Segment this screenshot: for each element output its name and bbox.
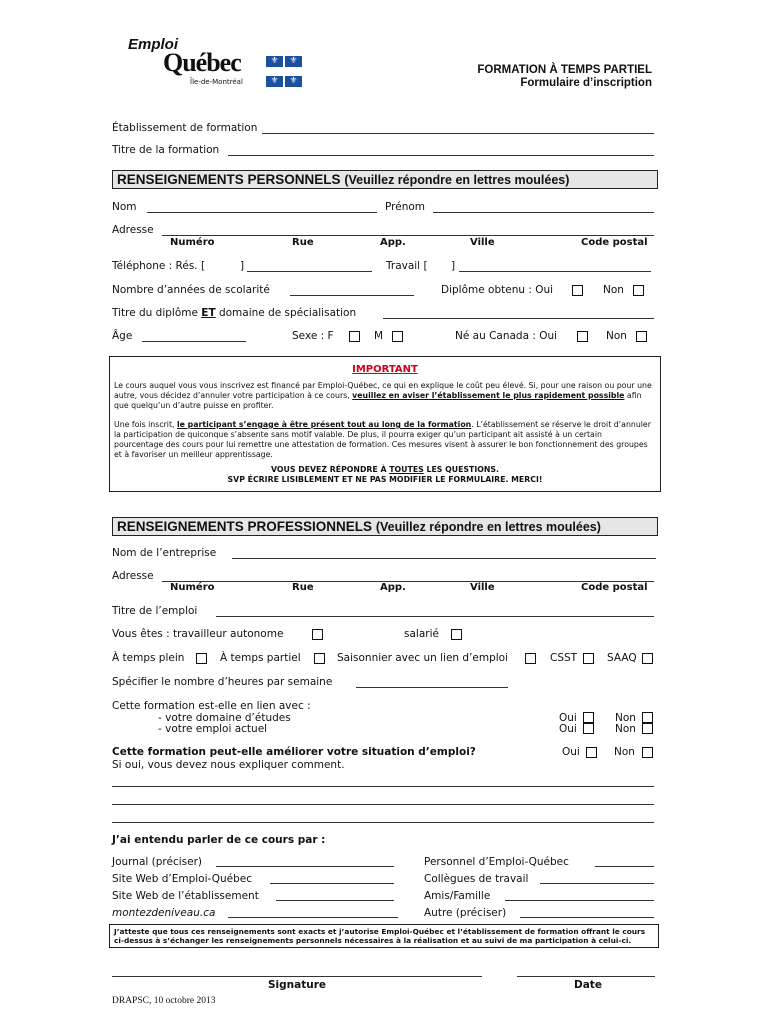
lien-emploi-non-label: Non bbox=[615, 723, 636, 735]
diplome-non-checkbox[interactable] bbox=[633, 285, 644, 296]
etablissement-field[interactable] bbox=[262, 133, 654, 134]
diplome-oui-checkbox[interactable] bbox=[572, 285, 583, 296]
travail-bracket-close: ] bbox=[451, 260, 456, 272]
pro-col-ville: Ville bbox=[470, 582, 495, 593]
autre-label: Autre (préciser) bbox=[424, 907, 507, 919]
ameliorer-label: Cette formation peut-elle améliorer votre situation d’emploi? bbox=[112, 746, 476, 758]
salarie-checkbox[interactable] bbox=[451, 629, 462, 640]
ameliorer-non-checkbox[interactable] bbox=[642, 747, 653, 758]
important-paragraph-4: SVP ÉCRIRE LISIBLEMENT ET NE PAS MODIFIER LE FORMULAIRE. MERCI! bbox=[227, 475, 543, 484]
ne-canada-non-label: Non bbox=[606, 330, 627, 342]
pro-col-app: App. bbox=[380, 582, 406, 593]
lien-domaine-label: - votre domaine d’études bbox=[158, 712, 291, 724]
nom-label: Nom bbox=[112, 201, 137, 213]
pro-col-numero: Numéro bbox=[170, 582, 215, 593]
section-header-professionnels bbox=[112, 517, 658, 536]
travailleur-autonome-checkbox[interactable] bbox=[312, 629, 323, 640]
lien-domaine-non-label: Non bbox=[615, 712, 636, 724]
section-title: RENSEIGNEMENTS PERSONNELS bbox=[117, 172, 341, 187]
csst-label: CSST bbox=[550, 652, 578, 664]
ameliorer-non-label: Non bbox=[614, 746, 635, 758]
important-title: IMPORTANT bbox=[352, 364, 418, 375]
scolarite-label: Nombre d’années de scolarité bbox=[112, 284, 270, 296]
telephone-travail-field[interactable] bbox=[459, 271, 651, 272]
logo-region: Île-de-Montréal bbox=[190, 78, 243, 86]
temps-plein-label: À temps plein bbox=[112, 652, 185, 664]
telephone-res-field[interactable] bbox=[247, 271, 372, 272]
section-note: (Veuillez répondre en lettres moulées) bbox=[375, 520, 601, 534]
lien-emploi-oui-label: Oui bbox=[559, 723, 577, 735]
journal-field[interactable] bbox=[216, 866, 394, 867]
section-note: (Veuillez répondre en lettres moulées) bbox=[344, 173, 570, 187]
sexe-m-checkbox[interactable] bbox=[392, 331, 403, 342]
salarie-label: salarié bbox=[404, 628, 439, 640]
diplome-obtenu-label: Diplôme obtenu : Oui bbox=[441, 284, 554, 296]
heures-field[interactable] bbox=[356, 687, 508, 688]
collegues-label: Collègues de travail bbox=[424, 873, 529, 885]
lien-emploi-oui-checkbox[interactable] bbox=[583, 723, 594, 734]
temps-partiel-checkbox[interactable] bbox=[314, 653, 325, 664]
sexe-m-label: M bbox=[374, 330, 384, 342]
site-eq-label: Site Web d’Emploi-Québec bbox=[112, 873, 252, 885]
ne-canada-non-checkbox[interactable] bbox=[636, 331, 647, 342]
pro-col-rue: Rue bbox=[292, 582, 314, 593]
lien-emploi-label: - votre emploi actuel bbox=[158, 723, 268, 735]
logo-word-emploi: Emploi bbox=[128, 36, 179, 53]
travail-label: Travail [ bbox=[386, 260, 428, 272]
col-numero: Numéro bbox=[170, 237, 215, 248]
lien-domaine-oui-checkbox[interactable] bbox=[583, 712, 594, 723]
titre-formation-label: Titre de la formation bbox=[112, 144, 220, 156]
explication-line-1[interactable] bbox=[112, 786, 654, 787]
form-title: FORMATION À TEMPS PARTIEL bbox=[477, 64, 652, 76]
date-field[interactable] bbox=[517, 976, 655, 977]
telephone-bracket-close: ] bbox=[240, 260, 245, 272]
col-rue: Rue bbox=[292, 237, 314, 248]
saisonnier-label: Saisonnier avec un lien d’emploi bbox=[337, 652, 509, 664]
scolarite-field[interactable] bbox=[290, 295, 414, 296]
vous-etes-label: Vous êtes : travailleur autonome bbox=[112, 628, 284, 640]
titre-diplome-field[interactable] bbox=[383, 318, 654, 319]
telephone-label: Téléphone : Rés. [ bbox=[112, 260, 206, 272]
temps-partiel-label: À temps partiel bbox=[220, 652, 301, 664]
entreprise-label: Nom de l’entreprise bbox=[112, 547, 217, 559]
site-etab-label: Site Web de l’établissement bbox=[112, 890, 259, 902]
saisonnier-checkbox[interactable] bbox=[525, 653, 536, 664]
ne-canada-oui-checkbox[interactable] bbox=[577, 331, 588, 342]
nom-field[interactable] bbox=[147, 212, 377, 213]
col-app: App. bbox=[380, 237, 406, 248]
site-etab-field[interactable] bbox=[276, 900, 394, 901]
footer-code: DRAPSC, 10 octobre 2013 bbox=[112, 996, 216, 1006]
amis-label: Amis/Famille bbox=[424, 890, 491, 902]
journal-label: Journal (préciser) bbox=[112, 856, 202, 868]
personnel-field[interactable] bbox=[595, 866, 654, 867]
ne-canada-label: Né au Canada : Oui bbox=[455, 330, 558, 342]
lien-domaine-oui-label: Oui bbox=[559, 712, 577, 724]
lien-domaine-non-checkbox[interactable] bbox=[642, 712, 653, 723]
saaq-checkbox[interactable] bbox=[642, 653, 653, 664]
col-code-postal: Code postal bbox=[581, 237, 648, 248]
adresse-label: Adresse bbox=[112, 224, 154, 236]
prenom-label: Prénom bbox=[385, 201, 426, 213]
adresse-field[interactable] bbox=[162, 235, 654, 236]
lien-label: Cette formation est-elle en lien avec : bbox=[112, 700, 311, 712]
attestation-box: J’atteste que tous ces renseignements sont exacts et j’autorise Emploi-Québec et l’établissement de formation offrant le cours ci-dessus à s’échanger les renseignements personnels nécessaires à la réalisation et au suivi de ma participation à celui-ci. bbox=[109, 924, 659, 948]
explication-line-2[interactable] bbox=[112, 804, 654, 805]
lien-emploi-non-checkbox[interactable] bbox=[642, 723, 653, 734]
personnel-label: Personnel d’Emploi-Québec bbox=[424, 856, 569, 868]
titre-formation-field[interactable] bbox=[228, 155, 654, 156]
quebec-flag-icon: ⚜ ⚜⚜ ⚜ bbox=[265, 48, 307, 88]
important-box bbox=[109, 356, 661, 492]
titre-emploi-label: Titre de l’emploi bbox=[112, 605, 198, 617]
form-subtitle: Formulaire d’inscription bbox=[520, 77, 652, 89]
important-paragraph-1: Le cours auquel vous vous inscrivez est financé par Emploi-Québec, ce qui en explique le coût peu élevé. Si, pour une raison ou pour une autre, vous décidez d’annuler votre participation à ce cours, veuillez en aviser l’établissement le plus rapidement possible afin que quelqu’un d’autre puisse en profiter. bbox=[114, 381, 652, 410]
sexe-label: Sexe : F bbox=[292, 330, 334, 342]
date-label: Date bbox=[574, 979, 602, 991]
saaq-label: SAAQ bbox=[607, 652, 637, 664]
amis-field[interactable] bbox=[505, 900, 654, 901]
autre-field[interactable] bbox=[520, 917, 654, 918]
logo bbox=[128, 36, 318, 86]
age-label: Âge bbox=[112, 330, 133, 342]
collegues-field[interactable] bbox=[540, 883, 654, 884]
important-paragraph-2: Une fois inscrit, le participant s’engage à être présent tout au long de la formation. L’établissement se réserve le droit d’annuler la participation de quiconque s’absente sans motif valable. De plus, il pourra exiger qu’un participant ait assisté à un certain pourcentage des cours pour lui remettre une attestation de formation. Ces mesures visent à assurer le bon fonctionnement des groupes et à favoriser un meilleur apprentissage. bbox=[114, 420, 651, 459]
logo-word-quebec: Québec bbox=[163, 48, 241, 77]
montez-field[interactable] bbox=[228, 917, 398, 918]
diplome-non-label: Non bbox=[603, 284, 624, 296]
expliquer-label: Si oui, vous devez nous expliquer comment. bbox=[112, 759, 345, 771]
pro-adresse-label: Adresse bbox=[112, 570, 154, 582]
age-field[interactable] bbox=[142, 341, 246, 342]
heures-label: Spécifier le nombre d’heures par semaine bbox=[112, 676, 333, 688]
site-eq-field[interactable] bbox=[270, 883, 394, 884]
csst-checkbox[interactable] bbox=[583, 653, 594, 664]
sexe-f-checkbox[interactable] bbox=[349, 331, 360, 342]
signature-field[interactable] bbox=[112, 976, 482, 977]
section-title: RENSEIGNEMENTS PROFESSIONNELS bbox=[117, 519, 373, 534]
montez-label: montezdeniveau.ca bbox=[112, 907, 216, 919]
temps-plein-checkbox[interactable] bbox=[196, 653, 207, 664]
ameliorer-oui-label: Oui bbox=[562, 746, 580, 758]
etablissement-label: Établissement de formation bbox=[112, 122, 258, 134]
section-header-personnels bbox=[112, 170, 658, 189]
titre-emploi-field[interactable] bbox=[216, 616, 654, 617]
important-paragraph-3: VOUS DEVEZ RÉPONDRE À TOUTES LES QUESTIONS. bbox=[271, 465, 499, 474]
explication-line-3[interactable] bbox=[112, 822, 654, 823]
entendu-label: J’ai entendu parler de ce cours par : bbox=[112, 834, 326, 846]
entreprise-field[interactable] bbox=[232, 558, 656, 559]
pro-col-code-postal: Code postal bbox=[581, 582, 648, 593]
titre-diplome-label: Titre du diplôme ET domaine de spécialisation bbox=[112, 307, 357, 319]
ameliorer-oui-checkbox[interactable] bbox=[586, 747, 597, 758]
col-ville: Ville bbox=[470, 237, 495, 248]
signature-label: Signature bbox=[268, 979, 327, 991]
prenom-field[interactable] bbox=[433, 212, 654, 213]
